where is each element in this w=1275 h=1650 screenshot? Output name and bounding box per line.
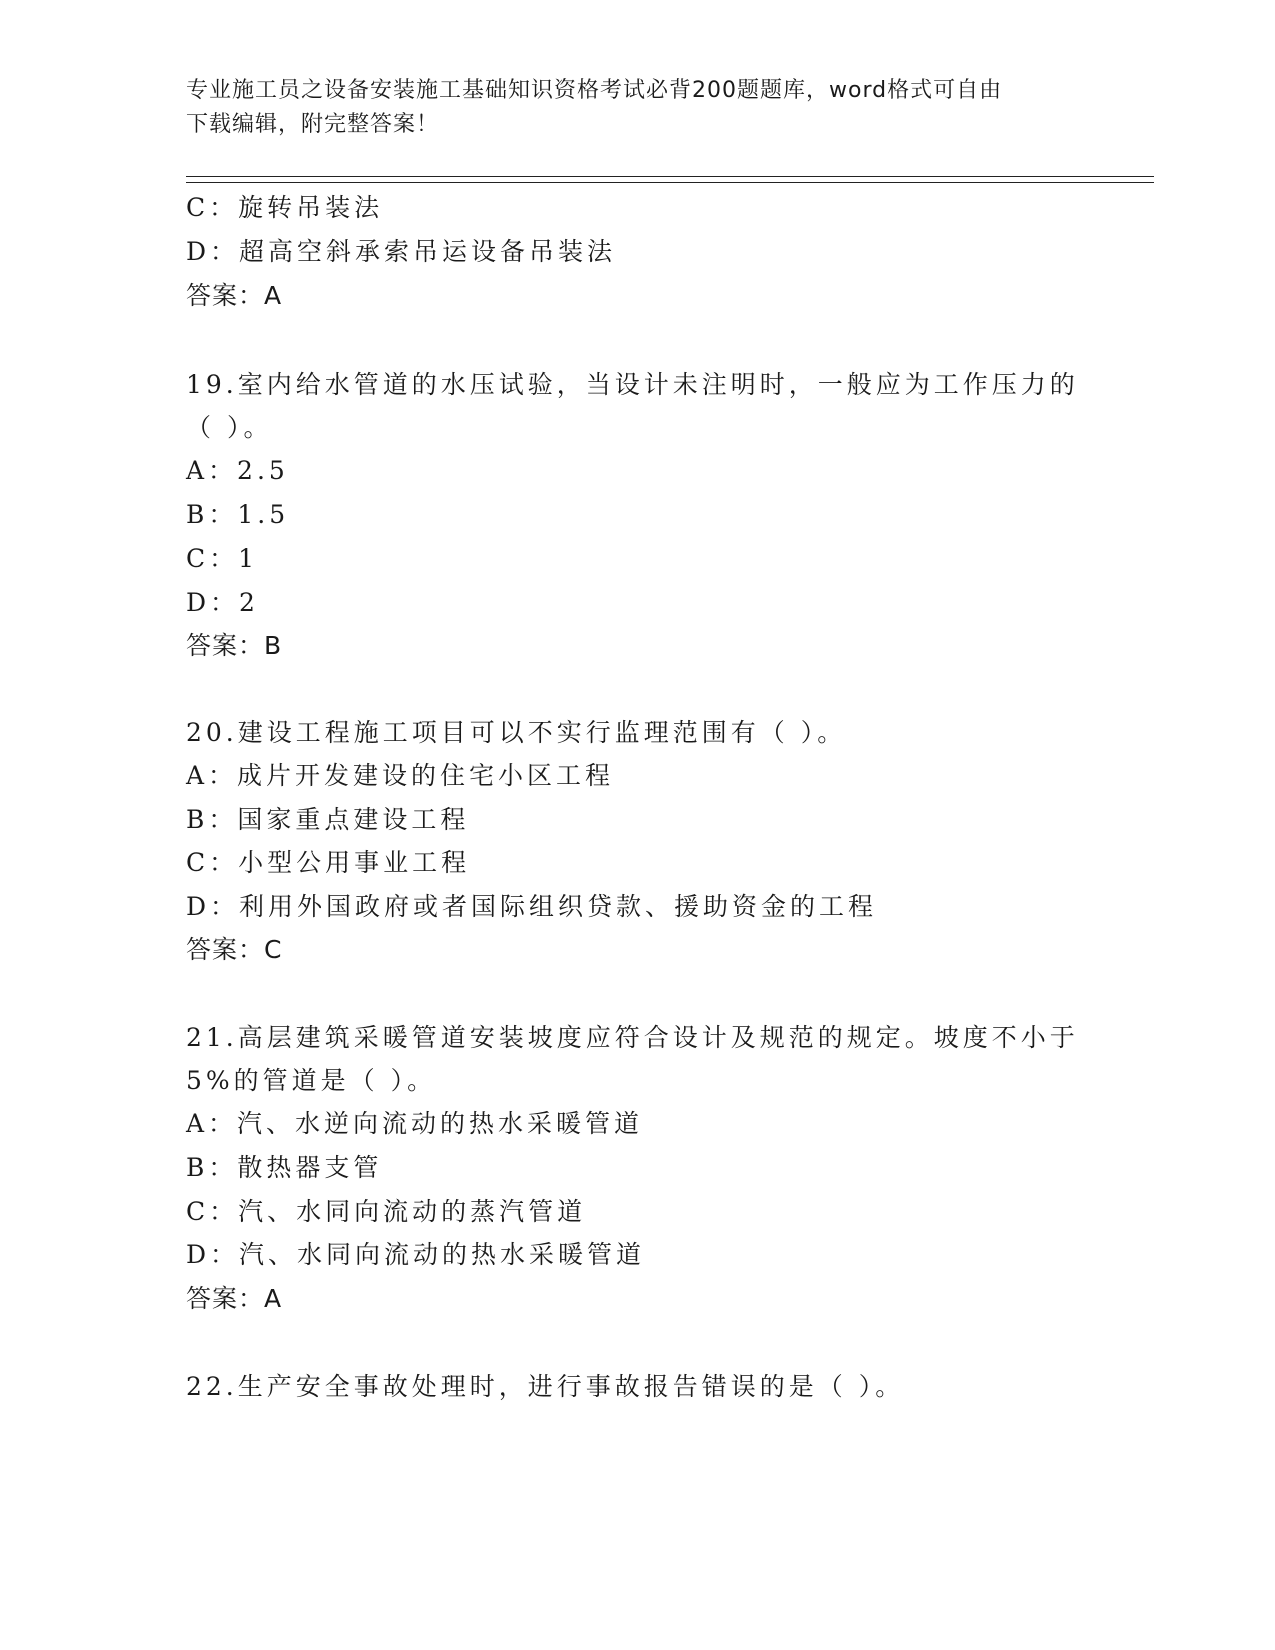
- option-d: D：超高空斜承索吊运设备吊装法: [186, 237, 617, 266]
- option-a: A：汽、水逆向流动的热水采暖管道: [186, 1109, 644, 1138]
- option-c: C：小型公用事业工程: [186, 848, 471, 877]
- option-d: D：汽、水同向流动的热水采暖管道: [186, 1240, 646, 1269]
- question-stem: 22.生产安全事故处理时，进行事故报告错误的是（ ）。: [186, 1372, 905, 1401]
- option-d: D：利用外国政府或者国际组织贷款、援助资金的工程: [186, 892, 878, 921]
- question-stem: 19.室内给水管道的水压试验，当设计未注明时，一般应为工作压力的: [186, 370, 1079, 399]
- answer: 答案：B: [186, 631, 283, 660]
- header-line-1: 专业施工员之设备安装施工基础知识资格考试必背200题题库，word格式可自由: [186, 78, 1003, 103]
- option-c: C：汽、水同向流动的蒸汽管道: [186, 1197, 587, 1226]
- option-c: C：旋转吊装法: [186, 193, 384, 222]
- answer: 答案：A: [186, 1284, 283, 1313]
- answer: 答案：A: [186, 281, 283, 310]
- option-d: D：2: [186, 588, 259, 617]
- header-rule-top: [186, 176, 1154, 177]
- option-b: B：国家重点建设工程: [186, 805, 470, 834]
- document-header: [186, 74, 1086, 142]
- option-b: B：1.5: [186, 500, 290, 529]
- option-a: A：成片开发建设的住宅小区工程: [186, 761, 615, 790]
- header-line-2: 下载编辑，附完整答案！: [186, 112, 440, 137]
- question-stem-continued: （ ）。: [186, 413, 273, 442]
- option-c: C：1: [186, 544, 259, 573]
- option-a: A：2.5: [186, 456, 289, 485]
- option-b: B：散热器支管: [186, 1153, 383, 1182]
- header-rule-bottom: [186, 182, 1154, 183]
- question-stem-continued: 5%的管道是（ ）。: [186, 1066, 437, 1095]
- question-stem: 20.建设工程施工项目可以不实行监理范围有（ ）。: [186, 718, 847, 747]
- answer: 答案：C: [186, 935, 283, 964]
- question-stem: 21.高层建筑采暖管道安装坡度应符合设计及规范的规定。坡度不小于: [186, 1023, 1079, 1052]
